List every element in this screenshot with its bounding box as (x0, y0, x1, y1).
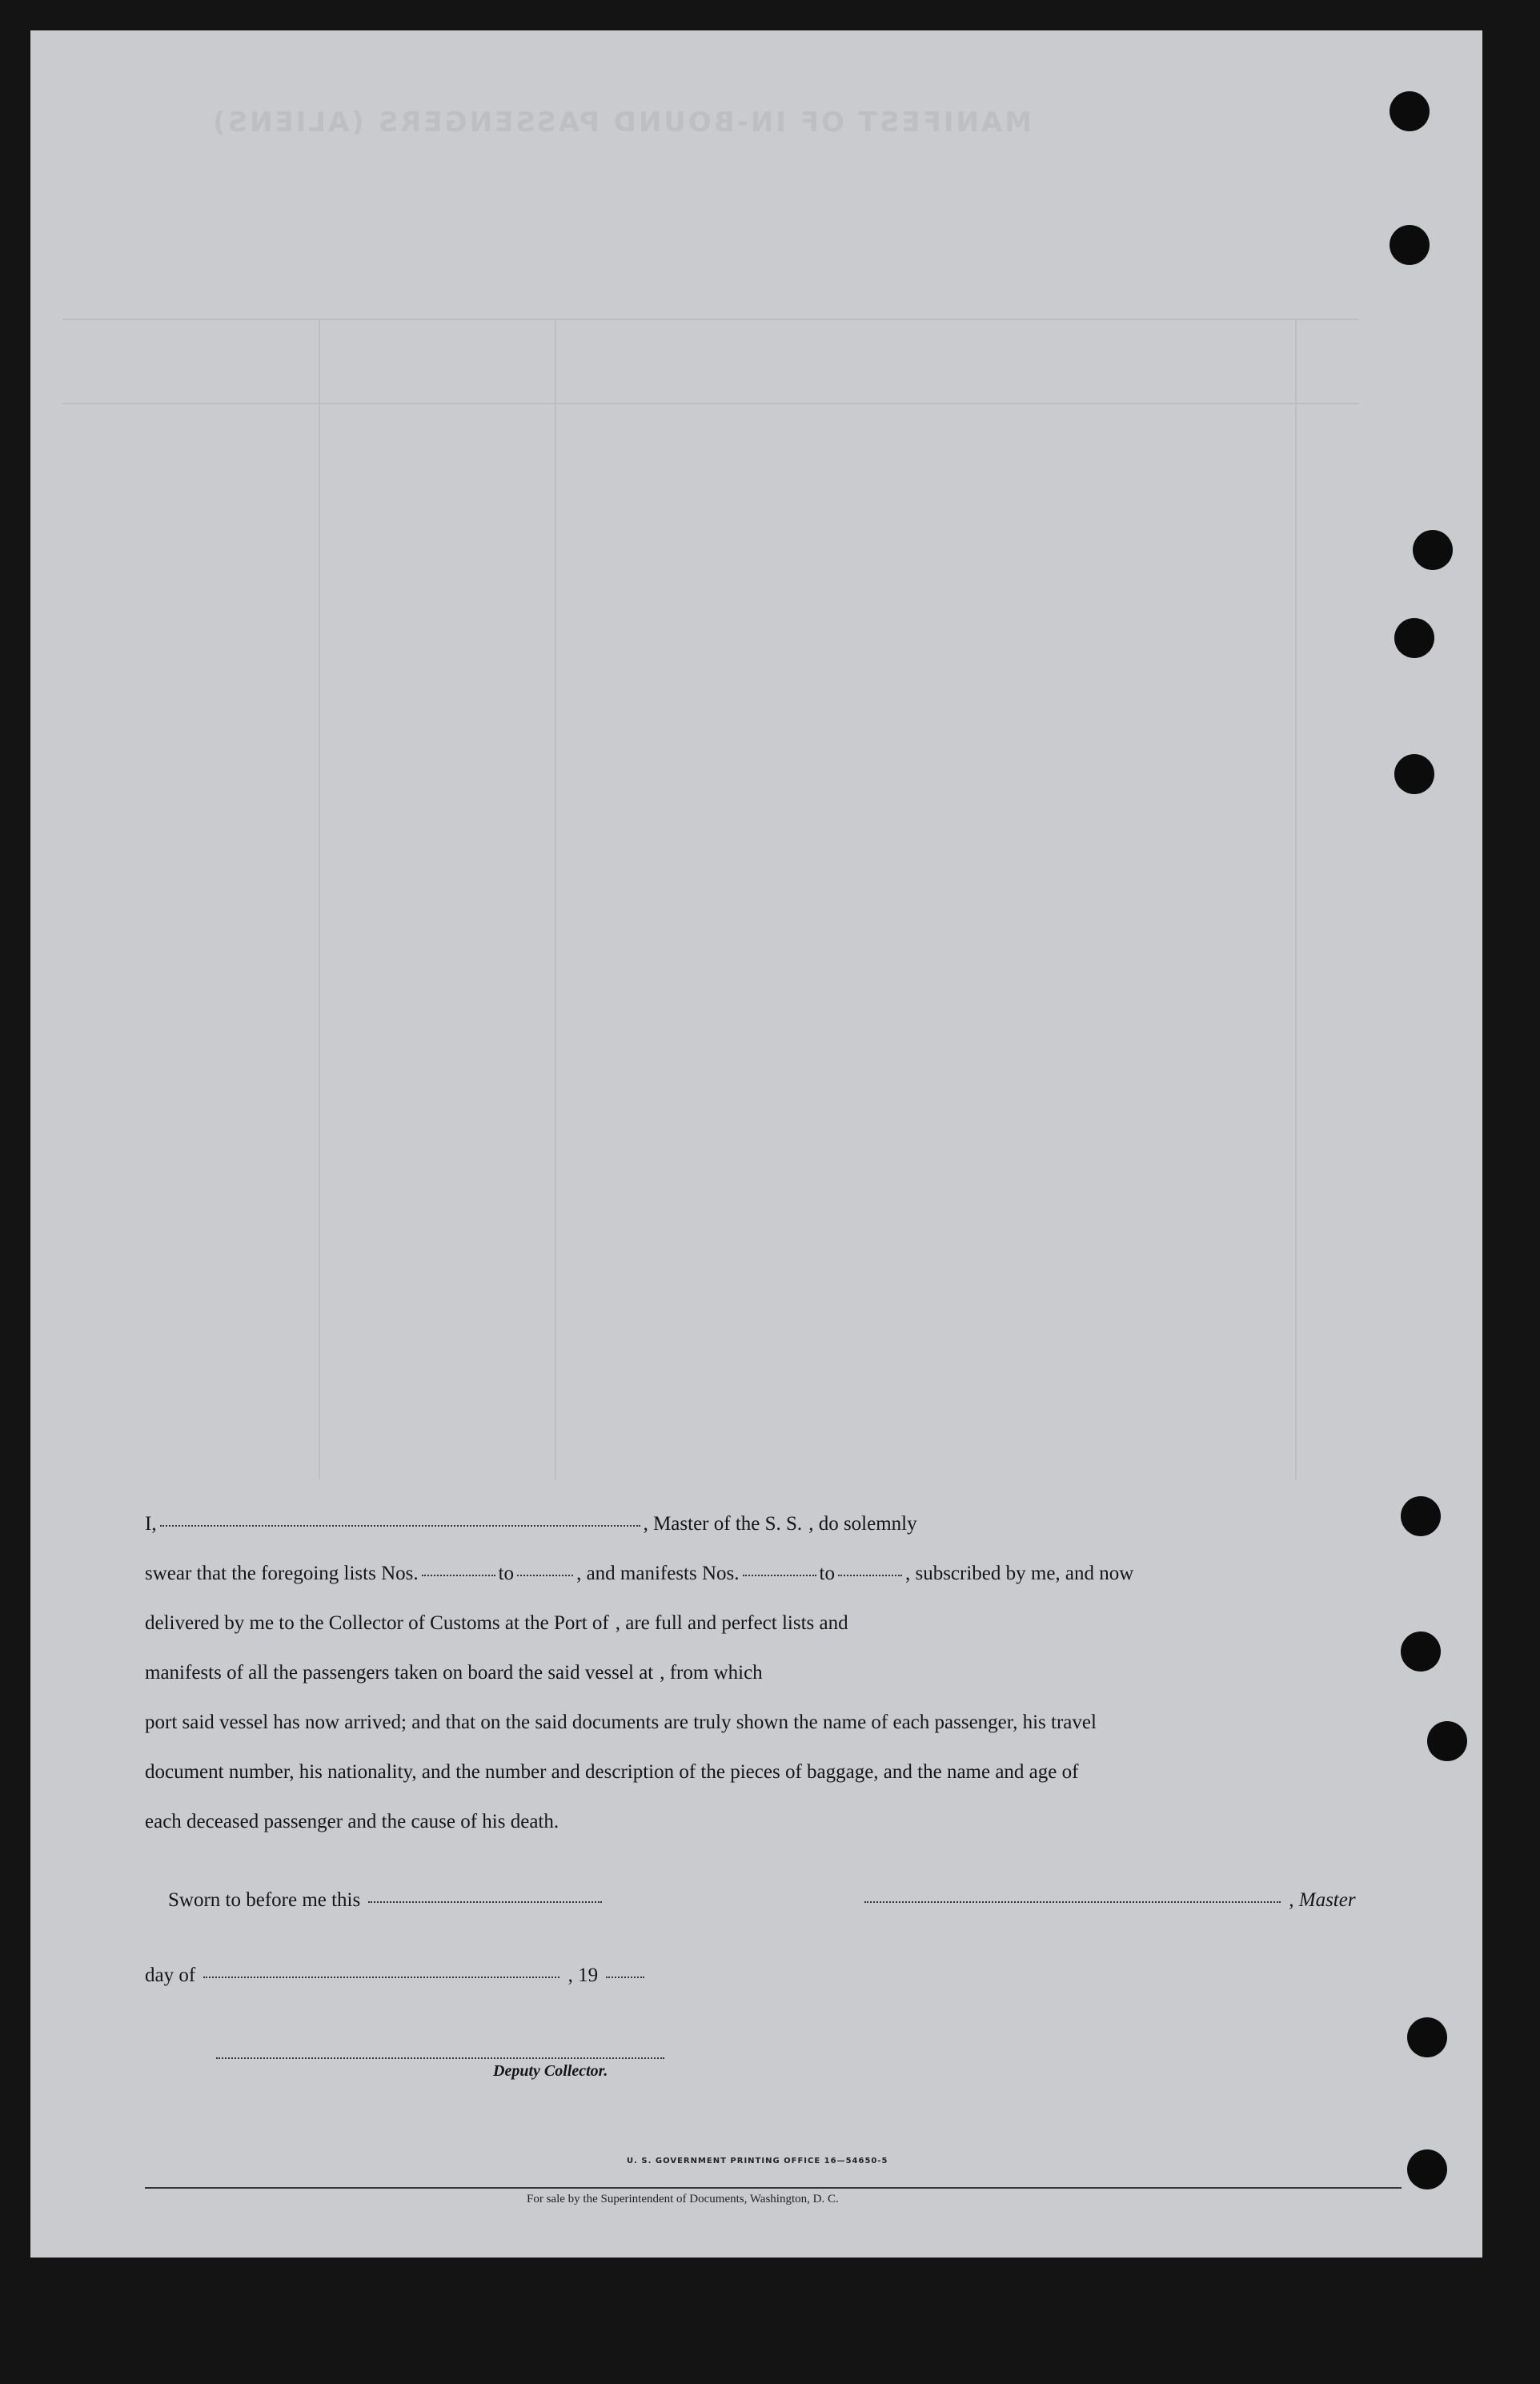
declaration-line-2-to2: to (819, 1563, 835, 1584)
declaration-line-6 (145, 1761, 1402, 1811)
declaration-line-2 (145, 1563, 1402, 1612)
punch-hole (1407, 2149, 1447, 2189)
punch-hole (1427, 1721, 1467, 1761)
declaration-line-1-end: , do solemnly (808, 1513, 917, 1535)
day-of-blank (203, 1977, 559, 1978)
declaration-line-3 (145, 1612, 1402, 1662)
deputy-collector-label: Deputy Collector. (493, 2062, 608, 2080)
punch-hole (1407, 2017, 1447, 2057)
document-page (30, 30, 1482, 2258)
declaration-line-2-end: , subscribed by me, and now (904, 1563, 1134, 1584)
declaration-line-2-to1: to (498, 1563, 515, 1584)
bleed-through-column (555, 319, 556, 1479)
punch-hole (1390, 91, 1430, 131)
declaration-line-1-start: I, (145, 1513, 157, 1535)
declaration-line-1 (145, 1513, 1402, 1563)
declaration-line-4 (145, 1662, 1402, 1712)
sworn-line (168, 1889, 605, 1912)
bleed-through-title: MANIFEST OF IN-BOUND PASSENGERS (ALIENS) (211, 106, 1033, 138)
lists-to-blank (517, 1575, 573, 1576)
sworn-date-blank (368, 1901, 602, 1903)
bleed-through-column (1295, 319, 1297, 1479)
manifests-from-blank (743, 1575, 816, 1576)
declaration-line-2-mid: , and manifests Nos. (576, 1563, 740, 1584)
declaration-line-3-end: , are full and perfect lists and (615, 1612, 848, 1634)
bleed-through-rule (62, 319, 1359, 320)
sale-notice: For sale by the Superintendent of Documents, Washington, D. C. (527, 2193, 839, 2205)
punch-hole (1413, 530, 1453, 570)
master-signature-blank (864, 1901, 1281, 1903)
master-name-blank (160, 1525, 640, 1527)
punch-hole (1394, 618, 1434, 658)
master-declaration (145, 1513, 1402, 1860)
declaration-line-3-start: delivered by me to the Collector of Customs at the Port of (145, 1612, 609, 1634)
punch-hole (1401, 1631, 1441, 1672)
punch-hole (1401, 1496, 1441, 1536)
declaration-line-4-end: , from which (660, 1662, 763, 1684)
sworn-label: Sworn to before me this (168, 1889, 361, 1911)
declaration-line-7-text: each deceased passenger and the cause of his death. (145, 1811, 559, 1832)
day-of-label: day of (145, 1965, 196, 1986)
declaration-line-1-mid: , Master of the S. S. (643, 1513, 803, 1535)
deputy-collector-rule (216, 2057, 664, 2059)
lists-from-blank (422, 1575, 495, 1576)
master-signature-line (861, 1889, 1356, 1912)
master-signature-label: , Master (1289, 1889, 1356, 1911)
bleed-through-rule (62, 403, 1359, 404)
declaration-line-5-text: port said vessel has now arrived; and that on the said documents are truly shown the name of each passenger, his travel (145, 1712, 1097, 1733)
bleed-through-column (319, 319, 320, 1479)
declaration-line-6-text: document number, his nationality, and the number and description of the pieces of baggage, and the name and age of (145, 1761, 1079, 1783)
footer-rule (145, 2187, 1402, 2189)
declaration-line-4-start: manifests of all the passengers taken on board the said vessel at (145, 1662, 654, 1684)
punch-hole (1394, 754, 1434, 794)
printing-office-imprint: U. S. GOVERNMENT PRINTING OFFICE 16—54650-5 (627, 2157, 888, 2165)
year-label: , 19 (567, 1965, 599, 1986)
declaration-line-5 (145, 1712, 1402, 1761)
declaration-line-2-start: swear that the foregoing lists Nos. (145, 1563, 419, 1584)
year-blank (606, 1977, 644, 1978)
declaration-line-7 (145, 1811, 1402, 1860)
punch-hole (1390, 225, 1430, 265)
manifests-to-blank (838, 1575, 902, 1576)
day-of-line (145, 1965, 648, 1987)
